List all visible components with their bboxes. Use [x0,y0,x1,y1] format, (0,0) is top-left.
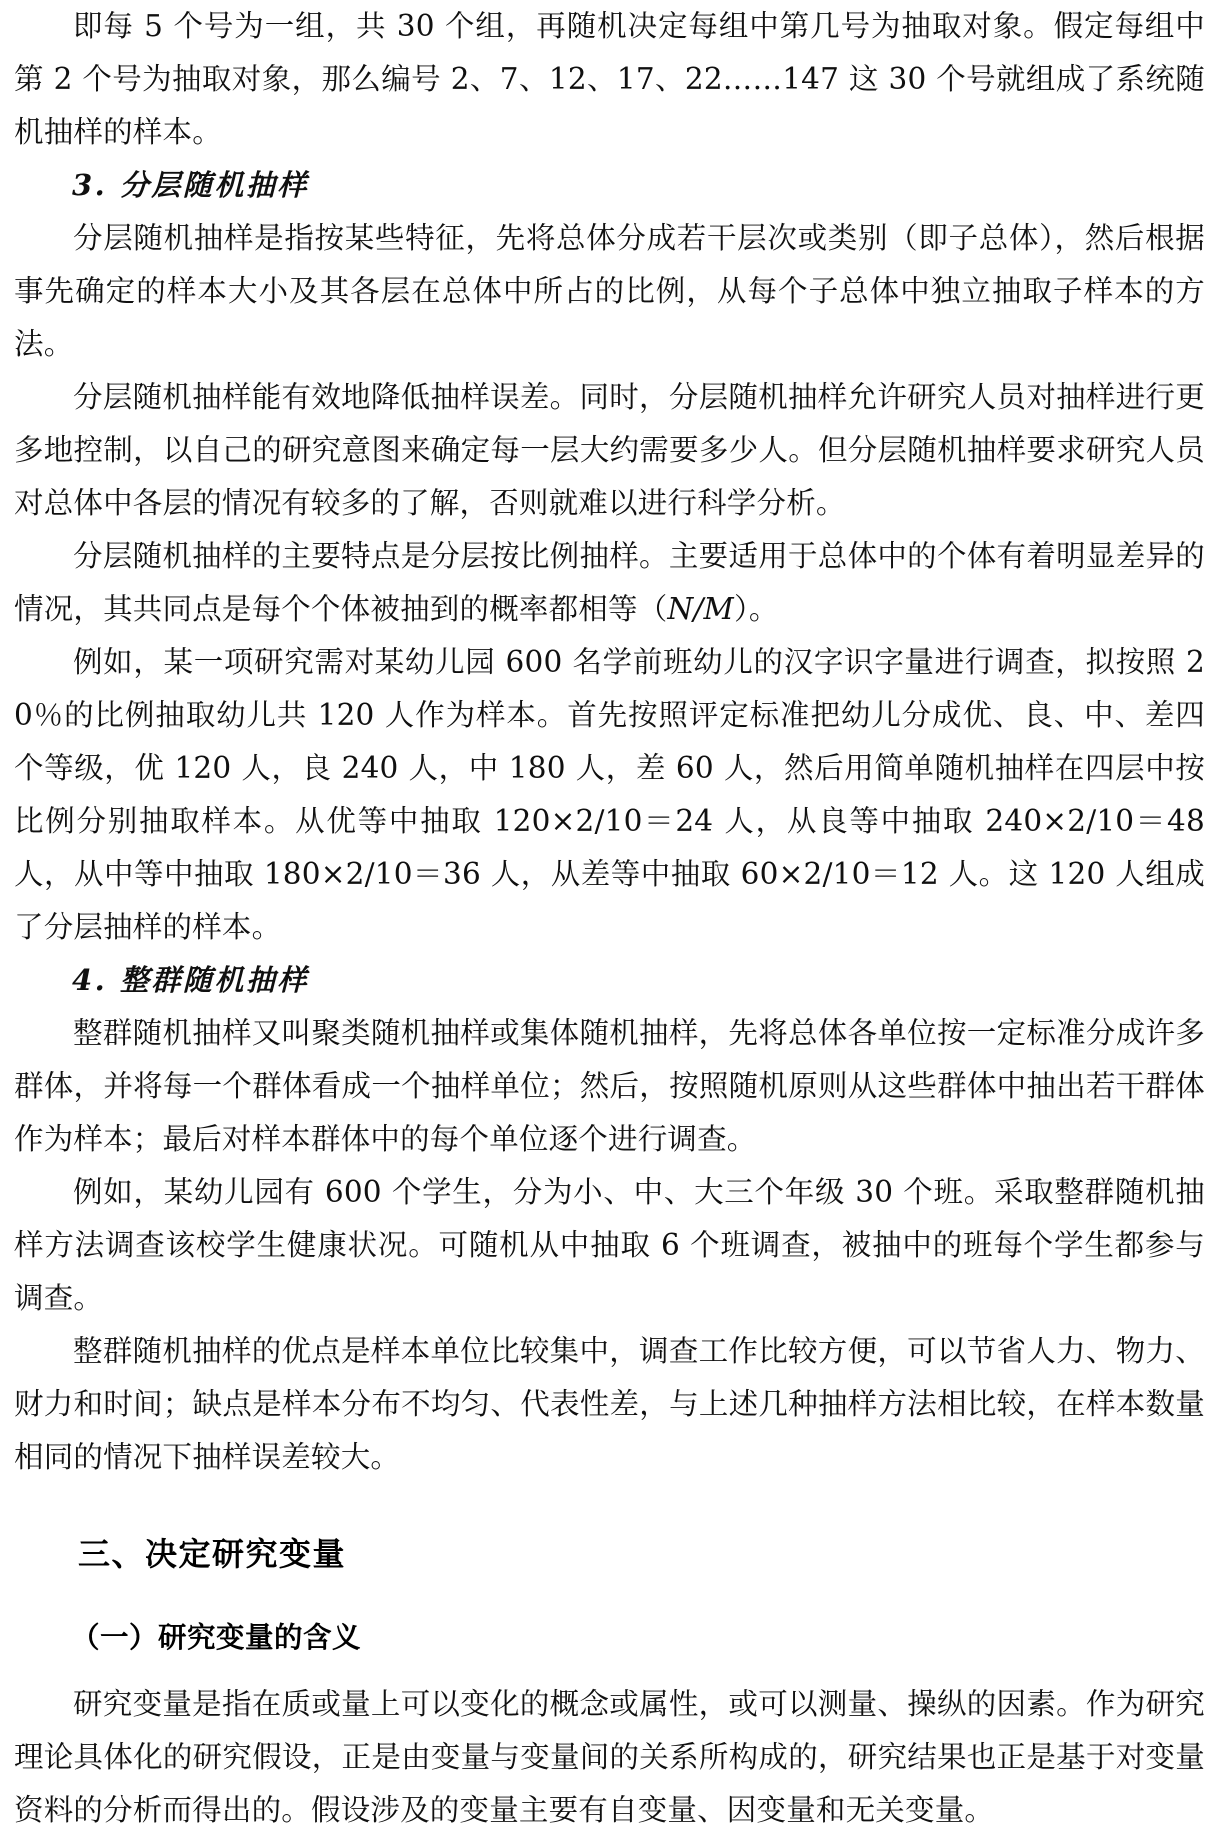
spacer-after-subsection-one [14,1664,1205,1678]
heading-stratified-random-sampling: 3. 分层随机抽样 [72,168,309,202]
paragraph-systematic-sampling-tail: 即每 5 个号为一组，共 30 个组，再随机决定每组中第几号为抽取对象。假定每组中第 2 个号为抽取对象，那么编号 2、7、12、17、22……147 这 30 个号就组成了系统随机抽样的样本。 [14,9,1205,149]
paragraph-stratified-features-part-a: 分层随机抽样的主要特点是分层按比例抽样。主要适用于总体中的个体有着明显差异的情况，其共同点是每个个体被抽到的概率都相等（ [14,539,1205,626]
paragraph-stratified-merits: 分层随机抽样能有效地降低抽样误差。同时，分层随机抽样允许研究人员对抽样进行更多地控制，以自己的研究意图来确定每一层大约需要多少人。但分层随机抽样要求研究人员对总体中各层的情况有较多的了解，否则就难以进行科学分析。 [14,380,1205,520]
paragraph-cluster-example: 例如，某幼儿园有 600 个学生，分为小、中、大三个年级 30 个班。采取整群随机抽样方法调查该校学生健康状况。可随机从中抽取 6 个班调查，被抽中的班每个学生都参与调查。 [14,1175,1205,1315]
formula-probability-ratio: N/M [667,592,734,626]
heading-section-three: 三、决定研究变量 [78,1535,347,1573]
paragraph-stratified-example: 例如，某一项研究需对某幼儿园 600 名学前班幼儿的汉字识字量进行调查，拟按照 20％的比例抽取幼儿共 120 人作为样本。首先按照评定标准把幼儿分成优、良、中、差四个等级，优 120 人，良 240 人，中 180 人，差 60 人，然后用简单随机抽样在四层中按比例分别抽取样本。从优等中抽取 120×2/10＝24 人，从良等中抽取 240×2/10＝48 人，从中等中抽取 180×2/10＝36 人，从差等中抽取 60×2/10＝12 人。这 120 人组成了分层抽样的样本。 [14,645,1205,944]
paragraph-cluster-merits-and-demerits: 整群随机抽样的优点是样本单位比较集中，调查工作比较方便，可以节省人力、物力、财力和时间；缺点是样本分布不均匀、代表性差，与上述几种抽样方法相比较，在样本数量相同的情况下抽样误差较大。 [14,1334,1205,1474]
heading-subsection-one: （一）研究变量的含义 [71,1621,362,1654]
spacer-after-section-three [14,1581,1205,1611]
spacer-before-section-three [14,1484,1205,1528]
paragraph-stratified-features [14,530,1205,636]
paragraph-stratified-definition: 分层随机抽样是指按某些特征，先将总体分成若干层次或类别（即子总体），然后根据事先确定的样本大小及其各层在总体中所占的比例，从每个子总体中独立抽取子样本的方法。 [14,221,1205,361]
paragraph-stratified-features-part-b: ）。 [733,592,779,626]
paragraph-variable-definition: 研究变量是指在质或量上可以变化的概念或属性，或可以测量、操纵的因素。作为研究理论具体化的研究假设，正是由变量与变量间的关系所构成的，研究结果也正是基于对变量资料的分析而得出的。假设涉及的变量主要有自变量、因变量和无关变量。 [14,1687,1205,1827]
heading-cluster-random-sampling: 4. 整群随机抽样 [72,963,309,997]
paragraph-cluster-definition: 整群随机抽样又叫聚类随机抽样或集体随机抽样，先将总体各单位按一定标准分成许多群体，并将每一个群体看成一个抽样单位；然后，按照随机原则从这些群体中抽出若干群体作为样本；最后对样本群体中的每个单位逐个进行调查。 [14,1016,1205,1156]
